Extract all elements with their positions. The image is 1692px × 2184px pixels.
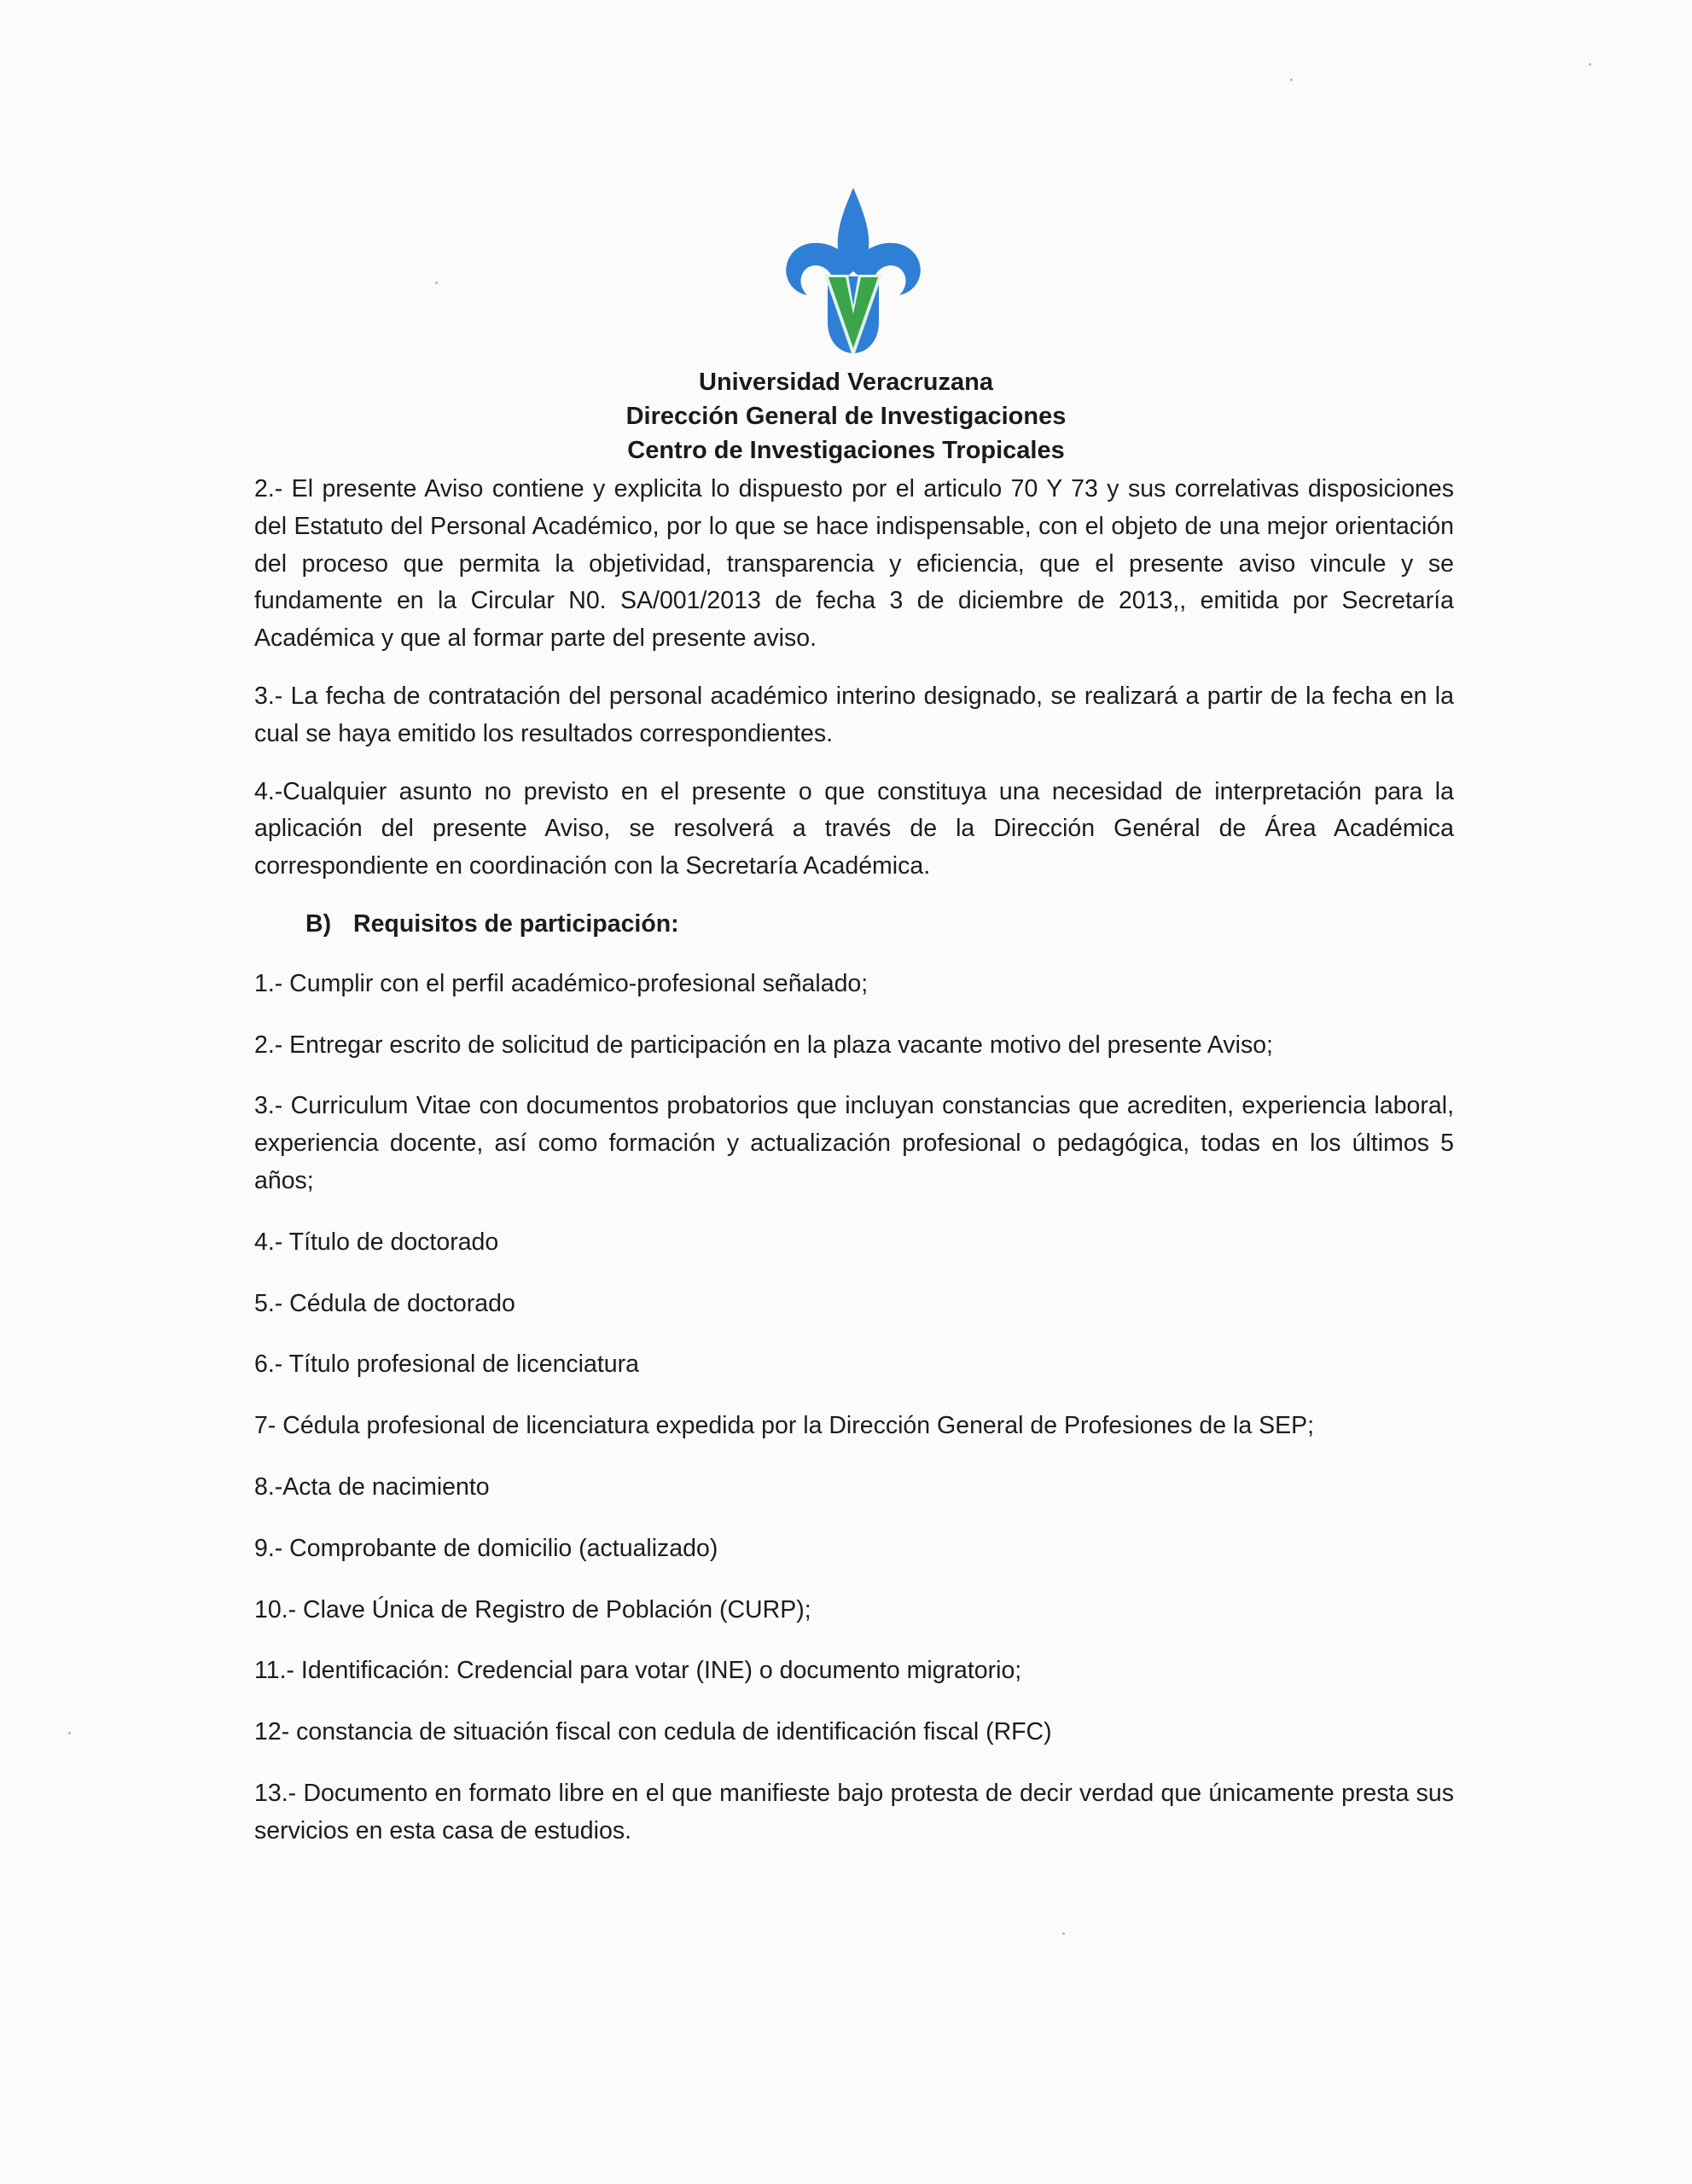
header-university: Universidad Veracruzana: [699, 369, 993, 396]
requirement-item: 6.- Título profesional de licenciatura: [254, 1350, 639, 1379]
header-direction: Dirección General de Investigaciones: [625, 403, 1067, 430]
requirement-item: 8.-Acta de nacimiento: [254, 1472, 490, 1501]
paragraph-4: 4.-Cualquier asunto no previsto en el presente o que constituya una necesidad de interpretación para la aplicación del presente Aviso, se resolverá a través de la Dirección Genéral de Área Académica correspondiente en coordinación con la Secretaría Académica.: [254, 777, 1454, 880]
section-b-heading: [305, 906, 1454, 944]
section-b-title: Requisitos de participación:: [353, 909, 679, 938]
paragraph-3: 3.- La fecha de contratación del personal académico interino designado, se realizará a partir de la fecha en la cual se haya emitido los resultados correspondientes.: [254, 682, 1454, 747]
document-header: [0, 365, 1692, 468]
requirement-item: 3.- Curriculum Vitae con documentos probatorios que incluyan constancias que acrediten, experiencia laboral, experiencia docente, así como formación y actualización profesional o pedagógica, todas en los últimos 5 años;: [254, 1092, 1454, 1194]
scan-speck: [435, 282, 438, 284]
requirement-item: 12- constancia de situación fiscal con cedula de identificación fiscal (RFC): [254, 1718, 1052, 1746]
requirement-item: 9.- Comprobante de domicilio (actualizado): [254, 1534, 718, 1562]
scan-speck: [1290, 78, 1293, 81]
requirement-item: 13.- Documento en formato libre en el que manifieste bajo protesta de decir verdad que únicamente presta sus servicios en esta casa de estudios.: [254, 1779, 1454, 1844]
paragraph-2: 2.- El presente Aviso contiene y explicita lo dispuesto por el articulo 70 Y 73 y sus correlativas disposiciones del Estatuto del Personal Académico, por lo que se hace indispensable, con el objeto de una mejor orientación del proceso que permita la objetividad, transparencia y eficiencia, que el presente aviso vincule y se fundamente en la Circular N0. SA/001/2013 de fecha 3 de diciembre de 2013,, emitida por Secretaría Académica y que al formar parte del presente aviso.: [254, 475, 1454, 653]
requirement-item: 10.- Clave Única de Registro de Población (CURP);: [254, 1595, 811, 1623]
requirement-item: 5.- Cédula de doctorado: [254, 1289, 515, 1317]
requirements-list: [254, 966, 1454, 1850]
requirement-item: 11.- Identificación: Credencial para votar (INE) o documento migratorio;: [254, 1657, 1022, 1685]
scan-speck: [68, 1732, 71, 1734]
document-body: [254, 471, 1454, 1874]
scan-speck: [1589, 63, 1591, 66]
scan-speck: [1062, 1932, 1065, 1935]
requirement-item: 4.- Título de doctorado: [254, 1228, 499, 1256]
university-logo-icon: [783, 186, 923, 357]
requirement-item: 1.- Cumplir con el perfil académico-profesional señalado;: [254, 969, 869, 997]
header-center: Centro de Investigaciones Tropicales: [627, 437, 1065, 464]
requirement-item: 7- Cédula profesional de licenciatura expedida por la Dirección General de Profesiones de la SEP;: [254, 1412, 1315, 1440]
section-b-letter: B): [305, 909, 332, 938]
requirement-item: 2.- Entregar escrito de solicitud de participación en la plaza vacante motivo del presente Aviso;: [254, 1031, 1273, 1059]
